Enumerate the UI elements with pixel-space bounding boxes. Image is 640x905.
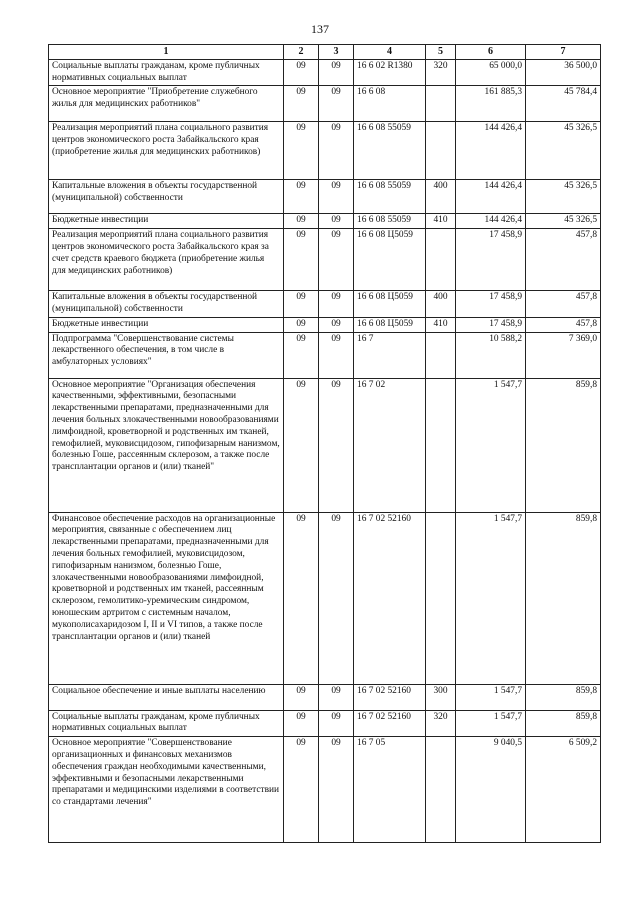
row-expense-type: 400 <box>426 180 456 214</box>
row-amount-2: 457,8 <box>526 291 601 318</box>
row-amount-2: 859,8 <box>526 378 601 512</box>
row-target-code: 16 6 08 55059 <box>354 214 426 229</box>
row-target-code: 16 7 02 52160 <box>354 684 426 710</box>
column-header-1: 1 <box>49 45 284 60</box>
row-target-code: 16 7 02 52160 <box>354 710 426 737</box>
row-expense-type: 320 <box>426 59 456 86</box>
table-row <box>49 378 601 512</box>
row-target-code: 16 6 08 Ц5059 <box>354 291 426 318</box>
row-section: 09 <box>284 214 319 229</box>
row-expense-type: 410 <box>426 317 456 332</box>
table-row <box>49 317 601 332</box>
row-amount-1: 144 426,4 <box>456 180 526 214</box>
row-expense-type <box>426 229 456 291</box>
table-row <box>49 332 601 378</box>
row-subsection: 09 <box>319 291 354 318</box>
row-expense-type: 300 <box>426 684 456 710</box>
row-name: Основное мероприятие "Совершенствование организационных и финансовых механизмов обеспечения граждан необходимыми качественными, эффективными и безопасными лекарственными препаратами и медицинскими изделиями в соответствии со стандартами лечения" <box>49 737 284 843</box>
table-row <box>49 59 601 86</box>
page-number: 137 <box>311 22 329 36</box>
row-amount-1: 1 547,7 <box>456 710 526 737</box>
row-target-code: 16 6 02 R1380 <box>354 59 426 86</box>
row-amount-1: 17 458,9 <box>456 317 526 332</box>
row-section: 09 <box>284 737 319 843</box>
row-target-code: 16 7 <box>354 332 426 378</box>
row-amount-2: 457,8 <box>526 229 601 291</box>
row-section: 09 <box>284 378 319 512</box>
row-name: Социальные выплаты гражданам, кроме публичных нормативных социальных выплат <box>49 59 284 86</box>
row-subsection: 09 <box>319 512 354 684</box>
table-row <box>49 86 601 122</box>
row-amount-2: 457,8 <box>526 317 601 332</box>
table-row <box>49 737 601 843</box>
row-name: Бюджетные инвестиции <box>49 214 284 229</box>
row-amount-1: 65 000,0 <box>456 59 526 86</box>
row-name: Капитальные вложения в объекты государственной (муниципальной) собственности <box>49 291 284 318</box>
row-name: Основное мероприятие "Приобретение служебного жилья для медицинских работников" <box>49 86 284 122</box>
row-amount-2: 45 326,5 <box>526 214 601 229</box>
table-row <box>49 229 601 291</box>
row-target-code: 16 6 08 55059 <box>354 180 426 214</box>
header-row <box>49 45 601 60</box>
row-name: Подпрограмма "Совершенствование системы лекарственного обеспечения, в том числе в амбулаторных условиях" <box>49 332 284 378</box>
row-target-code: 16 7 05 <box>354 737 426 843</box>
row-amount-2: 859,8 <box>526 684 601 710</box>
column-header-6: 6 <box>456 45 526 60</box>
row-subsection: 09 <box>319 332 354 378</box>
row-amount-1: 1 547,7 <box>456 512 526 684</box>
row-subsection: 09 <box>319 229 354 291</box>
table-body <box>49 59 601 842</box>
row-subsection: 09 <box>319 86 354 122</box>
row-section: 09 <box>284 317 319 332</box>
row-amount-1: 17 458,9 <box>456 291 526 318</box>
row-name: Финансовое обеспечение расходов на организационные мероприятия, связанные с обеспечением лиц лекарственными препаратами, предназначенными для лечения больных гемофилией, муковисцидозом, гипофизарным нанизмом, болезнью Гоше, злокачественными новообразованиями лимфоидной, кроветворной и родственных им тканей, рассеянным склерозом, гемолитико-уремическим синдромом, юношеским артритом с системным началом, мукополисахаридозом I, II и VI типов, а также после трансплантации органов и (или) тканей <box>49 512 284 684</box>
row-subsection: 09 <box>319 59 354 86</box>
table-row <box>49 710 601 737</box>
row-section: 09 <box>284 291 319 318</box>
row-subsection: 09 <box>319 378 354 512</box>
table-row <box>49 122 601 180</box>
row-name: Реализация мероприятий плана социального развития центров экономического роста Забайкальского края за счет средств краевого бюджета (приобретение жилья для медицинских работников) <box>49 229 284 291</box>
row-target-code: 16 6 08 Ц5059 <box>354 317 426 332</box>
row-amount-2: 7 369,0 <box>526 332 601 378</box>
row-amount-1: 10 588,2 <box>456 332 526 378</box>
row-amount-1: 1 547,7 <box>456 378 526 512</box>
row-name: Реализация мероприятий плана социального развития центров экономического роста Забайкальского края (приобретение жилья для медицинских работников) <box>49 122 284 180</box>
row-amount-2: 45 326,5 <box>526 180 601 214</box>
row-section: 09 <box>284 332 319 378</box>
column-header-5: 5 <box>426 45 456 60</box>
row-subsection: 09 <box>319 737 354 843</box>
row-subsection: 09 <box>319 317 354 332</box>
row-expense-type: 400 <box>426 291 456 318</box>
row-section: 09 <box>284 684 319 710</box>
row-subsection: 09 <box>319 710 354 737</box>
column-header-2: 2 <box>284 45 319 60</box>
row-name: Социальные выплаты гражданам, кроме публичных нормативных социальных выплат <box>49 710 284 737</box>
budget-table <box>48 44 601 843</box>
row-subsection: 09 <box>319 122 354 180</box>
row-name: Основное мероприятие "Организация обеспечения качественными, эффективными, безопасными лекарственными препаратами, предназначенными для лечения больных злокачественными новообразованиями лимфоидной, кроветворной и родственных им тканей, гемофилией, муковисцидозом, гипофизарным нанизмом, болезнью Гоше, рассеянным склерозом, а также после трансплантации органов и (или) тканей" <box>49 378 284 512</box>
row-amount-2: 859,8 <box>526 512 601 684</box>
row-expense-type <box>426 122 456 180</box>
row-section: 09 <box>284 59 319 86</box>
row-amount-1: 1 547,7 <box>456 684 526 710</box>
row-target-code: 16 6 08 55059 <box>354 122 426 180</box>
row-target-code: 16 6 08 Ц5059 <box>354 229 426 291</box>
table-row <box>49 214 601 229</box>
column-header-3: 3 <box>319 45 354 60</box>
row-expense-type <box>426 737 456 843</box>
row-section: 09 <box>284 122 319 180</box>
table-row <box>49 291 601 318</box>
row-amount-2: 859,8 <box>526 710 601 737</box>
row-expense-type: 320 <box>426 710 456 737</box>
row-amount-2: 45 784,4 <box>526 86 601 122</box>
table-row <box>49 180 601 214</box>
row-subsection: 09 <box>319 214 354 229</box>
row-amount-2: 36 500,0 <box>526 59 601 86</box>
row-expense-type <box>426 86 456 122</box>
row-section: 09 <box>284 86 319 122</box>
row-section: 09 <box>284 229 319 291</box>
table-row <box>49 512 601 684</box>
column-header-4: 4 <box>354 45 426 60</box>
row-amount-1: 17 458,9 <box>456 229 526 291</box>
row-amount-2: 6 509,2 <box>526 737 601 843</box>
row-subsection: 09 <box>319 180 354 214</box>
row-amount-1: 9 040,5 <box>456 737 526 843</box>
row-subsection: 09 <box>319 684 354 710</box>
row-name: Социальное обеспечение и иные выплаты населению <box>49 684 284 710</box>
row-target-code: 16 6 08 <box>354 86 426 122</box>
row-section: 09 <box>284 180 319 214</box>
table-row <box>49 684 601 710</box>
row-amount-1: 161 885,3 <box>456 86 526 122</box>
row-name: Бюджетные инвестиции <box>49 317 284 332</box>
row-expense-type <box>426 512 456 684</box>
row-target-code: 16 7 02 <box>354 378 426 512</box>
row-expense-type <box>426 332 456 378</box>
row-name: Капитальные вложения в объекты государственной (муниципальной) собственности <box>49 180 284 214</box>
table-header <box>49 45 601 60</box>
row-amount-1: 144 426,4 <box>456 122 526 180</box>
column-header-7: 7 <box>526 45 601 60</box>
row-section: 09 <box>284 710 319 737</box>
row-section: 09 <box>284 512 319 684</box>
row-target-code: 16 7 02 52160 <box>354 512 426 684</box>
row-expense-type <box>426 378 456 512</box>
row-amount-2: 45 326,5 <box>526 122 601 180</box>
row-amount-1: 144 426,4 <box>456 214 526 229</box>
row-expense-type: 410 <box>426 214 456 229</box>
